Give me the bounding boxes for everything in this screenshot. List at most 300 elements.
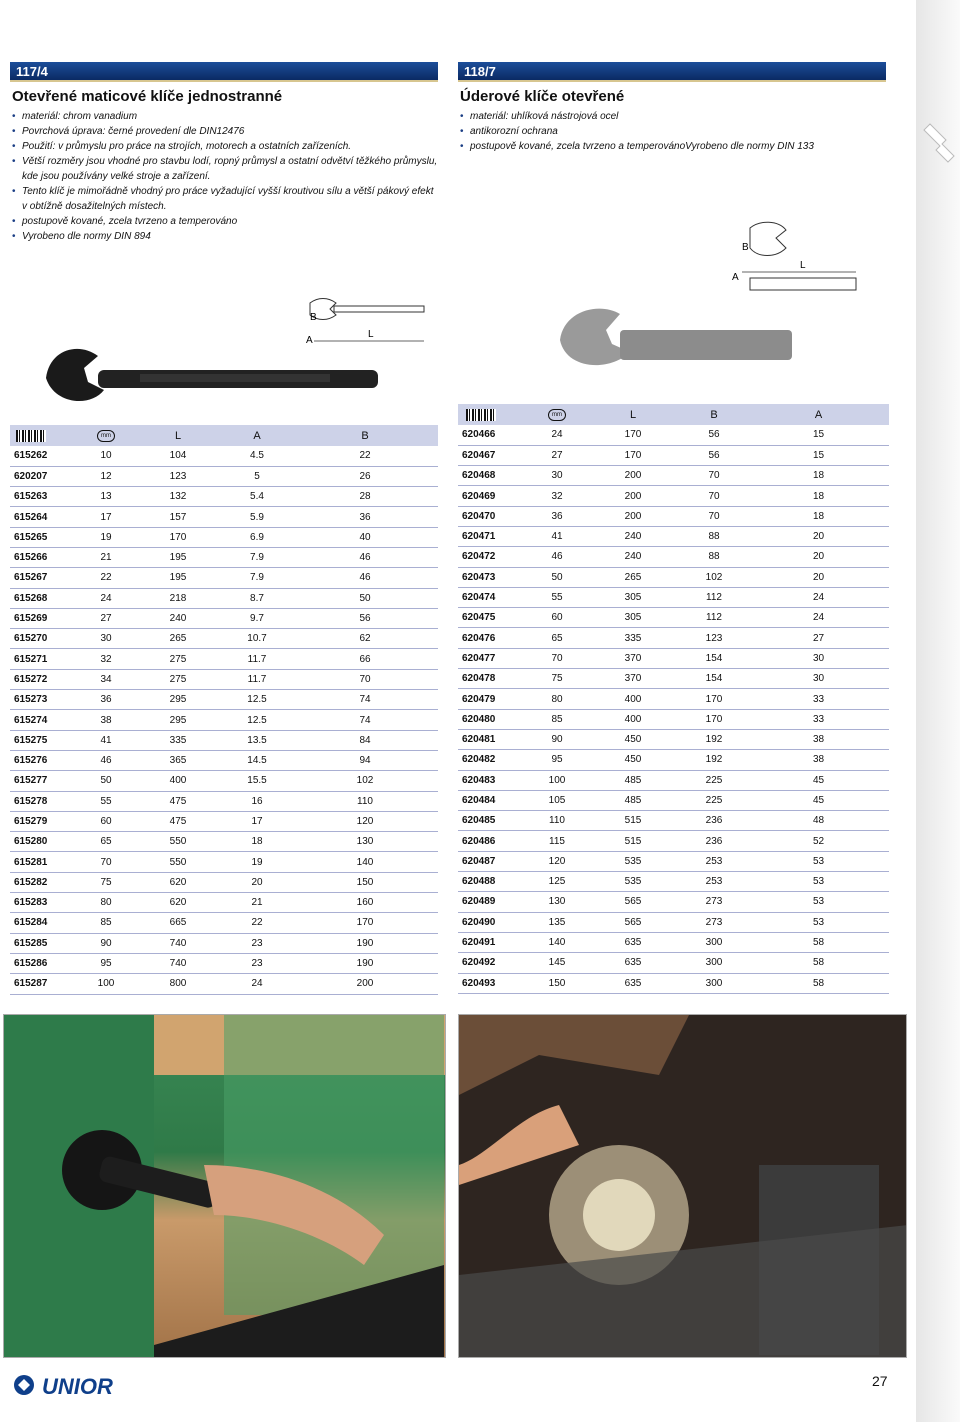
value-cell: 45 [748,770,889,790]
value-cell: 19 [222,852,292,872]
value-cell: 65 [528,628,586,648]
value-cell: 22 [292,446,438,466]
table-row [10,913,438,933]
value-cell: 5.9 [222,507,292,527]
value-cell: 195 [134,547,222,567]
value-cell: 80 [528,689,586,709]
table-row [458,689,889,709]
table-row [458,932,889,952]
product-code-cell: 615286 [10,953,78,973]
table-row [10,791,438,811]
value-cell: 550 [134,832,222,852]
table-row [10,872,438,892]
value-cell: 740 [134,933,222,953]
value-cell: 24 [748,587,889,607]
product-code-cell: 615285 [10,933,78,953]
value-cell: 53 [748,892,889,912]
section-code: 118/7 [458,62,886,82]
table-row [10,832,438,852]
table-row [10,487,438,507]
value-cell: 236 [680,831,748,851]
product-code-cell: 620479 [458,689,528,709]
unior-logo [12,1372,152,1398]
value-cell: 60 [528,608,586,628]
value-cell: 635 [586,973,680,993]
table-row [458,729,889,749]
value-cell: 335 [134,730,222,750]
value-cell: 400 [134,771,222,791]
table-row [10,710,438,730]
product-code-cell: 615279 [10,811,78,831]
value-cell: 300 [680,932,748,952]
value-cell: 225 [680,770,748,790]
table-row [10,527,438,547]
value-cell: 88 [680,526,748,546]
value-cell: 20 [748,526,889,546]
table-row [458,811,889,831]
page-number: 27 [872,1373,888,1389]
feature-item: • Tento klíč je mimořádně vhodný pro práce vyžadující vyšší kroutivou sílu a větší pákový efekt v obtížně dosažitelných místech. [12,184,438,214]
dim-label-l: L [800,260,806,271]
value-cell: 200 [586,466,680,486]
value-cell: 90 [78,933,134,953]
col-header-b: B [292,425,438,446]
value-cell: 140 [292,852,438,872]
table-body [458,425,889,993]
value-cell: 5.4 [222,487,292,507]
value-cell: 550 [134,852,222,872]
value-cell: 56 [680,445,748,465]
value-cell: 192 [680,750,748,770]
value-cell: 50 [528,567,586,587]
value-cell: 21 [78,547,134,567]
product-code-cell: 620489 [458,892,528,912]
value-cell: 55 [528,587,586,607]
value-cell: 55 [78,791,134,811]
value-cell: 150 [528,973,586,993]
value-cell: 10 [78,446,134,466]
product-code-cell: 620478 [458,669,528,689]
table-row [10,974,438,994]
value-cell: 62 [292,629,438,649]
value-cell: 38 [748,729,889,749]
product-code-cell: 615283 [10,893,78,913]
value-cell: 665 [134,913,222,933]
dimension-drawing [730,218,860,298]
right-spec-table [458,404,889,994]
product-code-cell: 620472 [458,547,528,567]
value-cell: 19 [78,527,134,547]
value-cell: 8.7 [222,588,292,608]
mm-icon: mm [78,425,134,446]
value-cell: 400 [586,709,680,729]
value-cell: 11.7 [222,669,292,689]
table-row [10,771,438,791]
table-row [458,425,889,445]
value-cell: 450 [586,729,680,749]
value-cell: 132 [134,487,222,507]
value-cell: 195 [134,568,222,588]
value-cell: 30 [748,648,889,668]
value-cell: 95 [528,750,586,770]
feature-item: • materiál: chrom vanadium [12,109,438,124]
value-cell: 21 [222,893,292,913]
value-cell: 65 [78,832,134,852]
value-cell: 20 [748,547,889,567]
feature-item: • Vyrobeno dle normy DIN 894 [12,229,438,244]
value-cell: 20 [748,567,889,587]
table-row [458,608,889,628]
table-row [458,872,889,892]
value-cell: 115 [528,831,586,851]
product-code-cell: 615273 [10,690,78,710]
col-header-l: L [134,425,222,446]
value-cell: 365 [134,750,222,770]
value-cell: 295 [134,710,222,730]
product-code-cell: 620471 [458,526,528,546]
value-cell: 515 [586,811,680,831]
slogging-wrench-image [550,300,800,380]
col-header-b: B [680,404,748,425]
table-row [10,933,438,953]
value-cell: 105 [528,790,586,810]
value-cell: 18 [748,466,889,486]
value-cell: 70 [680,486,748,506]
table-row [10,893,438,913]
value-cell: 123 [680,628,748,648]
value-cell: 635 [586,953,680,973]
value-cell: 11.7 [222,649,292,669]
value-cell: 125 [528,872,586,892]
barcode-icon [458,404,528,425]
value-cell: 200 [586,506,680,526]
value-cell: 58 [748,932,889,952]
value-cell: 240 [586,526,680,546]
product-code-cell: 620480 [458,709,528,729]
product-code-cell: 620488 [458,872,528,892]
value-cell: 170 [586,425,680,445]
dim-label-a: A [306,335,313,346]
value-cell: 170 [680,709,748,729]
dim-label-b: B [310,312,317,323]
feature-item: • Povrchová úprava: černé provedení dle DIN12476 [12,124,438,139]
table-header-row [10,425,438,446]
value-cell: 190 [292,933,438,953]
value-cell: 450 [586,750,680,770]
value-cell: 46 [78,750,134,770]
value-cell: 112 [680,608,748,628]
value-cell: 70 [528,648,586,668]
value-cell: 740 [134,953,222,973]
value-cell: 36 [292,507,438,527]
value-cell: 70 [680,506,748,526]
table-row [458,770,889,790]
value-cell: 94 [292,750,438,770]
product-code-cell: 620477 [458,648,528,668]
product-code-cell: 620476 [458,628,528,648]
table-row [458,892,889,912]
table-row [10,568,438,588]
product-code-cell: 620469 [458,486,528,506]
value-cell: 145 [528,953,586,973]
value-cell: 95 [78,953,134,973]
feature-item: • antikorozní ochrana [460,124,886,139]
value-cell: 100 [78,974,134,994]
value-cell: 300 [680,973,748,993]
table-row [458,790,889,810]
table-row [10,649,438,669]
value-cell: 70 [292,669,438,689]
value-cell: 5 [222,466,292,486]
value-cell: 60 [78,811,134,831]
feature-item: • materiál: uhlíková nástrojová ocel [460,109,886,124]
table-row [10,730,438,750]
value-cell: 74 [292,710,438,730]
value-cell: 130 [292,832,438,852]
table-row [458,567,889,587]
product-code-cell: 615284 [10,913,78,933]
value-cell: 112 [680,587,748,607]
value-cell: 38 [748,750,889,770]
barcode-icon [10,425,78,446]
product-code-cell: 620207 [10,466,78,486]
value-cell: 565 [586,892,680,912]
product-code-cell: 620466 [458,425,528,445]
product-code-cell: 615272 [10,669,78,689]
table-row [458,506,889,526]
product-code-cell: 615278 [10,791,78,811]
value-cell: 200 [292,974,438,994]
value-cell: 370 [586,648,680,668]
value-cell: 300 [680,953,748,973]
table-body [10,446,438,994]
product-code-cell: 615263 [10,487,78,507]
value-cell: 17 [78,507,134,527]
product-code-cell: 620493 [458,973,528,993]
product-code-cell: 620485 [458,811,528,831]
value-cell: 102 [680,567,748,587]
value-cell: 240 [134,608,222,628]
product-code-cell: 620474 [458,587,528,607]
section-title: Úderové klíče otevřené [460,88,625,105]
value-cell: 110 [528,811,586,831]
value-cell: 157 [134,507,222,527]
value-cell: 20 [222,872,292,892]
value-cell: 53 [748,851,889,871]
value-cell: 22 [222,913,292,933]
product-code-cell: 615280 [10,832,78,852]
value-cell: 120 [528,851,586,871]
value-cell: 30 [748,669,889,689]
value-cell: 18 [748,486,889,506]
value-cell: 370 [586,669,680,689]
table-row [10,811,438,831]
value-cell: 335 [586,628,680,648]
table-row [458,669,889,689]
value-cell: 140 [528,932,586,952]
table-row [10,669,438,689]
value-cell: 24 [748,608,889,628]
table-row [10,466,438,486]
value-cell: 295 [134,690,222,710]
value-cell: 15 [748,445,889,465]
value-cell: 30 [528,466,586,486]
value-cell: 23 [222,953,292,973]
value-cell: 36 [78,690,134,710]
product-code-cell: 620483 [458,770,528,790]
product-code-cell: 615276 [10,750,78,770]
table-row [458,526,889,546]
value-cell: 535 [586,851,680,871]
product-code-cell: 615267 [10,568,78,588]
value-cell: 635 [586,932,680,952]
value-cell: 200 [586,486,680,506]
value-cell: 305 [586,608,680,628]
value-cell: 265 [586,567,680,587]
value-cell: 170 [586,445,680,465]
value-cell: 400 [586,689,680,709]
col-header-a: A [748,404,889,425]
product-code-cell: 620486 [458,831,528,851]
value-cell: 4.5 [222,446,292,466]
value-cell: 170 [134,527,222,547]
col-header-a: A [222,425,292,446]
value-cell: 123 [134,466,222,486]
value-cell: 80 [78,893,134,913]
table-row [10,629,438,649]
table-row [10,750,438,770]
value-cell: 10.7 [222,629,292,649]
table-row [458,709,889,729]
value-cell: 253 [680,872,748,892]
value-cell: 170 [292,913,438,933]
value-cell: 13 [78,487,134,507]
value-cell: 56 [680,425,748,445]
open-end-wrench-image [40,338,390,414]
product-code-cell: 615275 [10,730,78,750]
value-cell: 565 [586,912,680,932]
table-header-row [458,404,889,425]
table-row [10,547,438,567]
value-cell: 273 [680,912,748,932]
value-cell: 800 [134,974,222,994]
product-code-cell: 615264 [10,507,78,527]
value-cell: 18 [222,832,292,852]
product-code-cell: 615274 [10,710,78,730]
value-cell: 485 [586,790,680,810]
value-cell: 52 [748,831,889,851]
table-row [458,750,889,770]
value-cell: 53 [748,912,889,932]
value-cell: 45 [748,790,889,810]
product-code-cell: 615287 [10,974,78,994]
value-cell: 90 [528,729,586,749]
dim-label-a: A [732,272,739,283]
table-row [10,608,438,628]
value-cell: 135 [528,912,586,932]
value-cell: 154 [680,669,748,689]
col-header-l: L [586,404,680,425]
value-cell: 6.9 [222,527,292,547]
product-code-cell: 615269 [10,608,78,628]
table-row [10,588,438,608]
value-cell: 46 [292,547,438,567]
value-cell: 41 [78,730,134,750]
value-cell: 22 [78,568,134,588]
value-cell: 33 [748,709,889,729]
value-cell: 74 [292,690,438,710]
value-cell: 12.5 [222,710,292,730]
product-code-cell: 620487 [458,851,528,871]
table-row [458,953,889,973]
value-cell: 170 [680,689,748,709]
value-cell: 27 [528,445,586,465]
value-cell: 70 [680,466,748,486]
svg-text:UNIOR: UNIOR [42,1374,113,1398]
value-cell: 515 [586,831,680,851]
feature-item: • postupově kované, zcela tvrzeno a temperovánoVyrobeno dle normy DIN 133 [460,139,886,154]
table-row [458,912,889,932]
value-cell: 40 [292,527,438,547]
value-cell: 620 [134,872,222,892]
value-cell: 70 [78,852,134,872]
value-cell: 265 [134,629,222,649]
table-row [458,648,889,668]
value-cell: 150 [292,872,438,892]
value-cell: 34 [78,669,134,689]
product-code-cell: 620468 [458,466,528,486]
dim-label-l: L [368,329,374,340]
value-cell: 253 [680,851,748,871]
value-cell: 12 [78,466,134,486]
workshop-photo-sparks [458,1014,907,1358]
value-cell: 475 [134,811,222,831]
value-cell: 24 [78,588,134,608]
value-cell: 56 [292,608,438,628]
table-row [458,851,889,871]
left-spec-table [10,425,438,995]
value-cell: 66 [292,649,438,669]
value-cell: 160 [292,893,438,913]
mm-icon: mm [528,404,586,425]
product-code-cell: 615270 [10,629,78,649]
value-cell: 273 [680,892,748,912]
value-cell: 53 [748,872,889,892]
value-cell: 41 [528,526,586,546]
value-cell: 240 [586,547,680,567]
value-cell: 46 [528,547,586,567]
product-code-cell: 615266 [10,547,78,567]
value-cell: 85 [78,913,134,933]
wrench-tab-icon [918,120,958,180]
section-title: Otevřené maticové klíče jednostranné [12,88,283,105]
value-cell: 305 [586,587,680,607]
value-cell: 17 [222,811,292,831]
product-code-cell: 620482 [458,750,528,770]
value-cell: 12.5 [222,690,292,710]
table-row [458,547,889,567]
value-cell: 58 [748,953,889,973]
left-section [10,62,438,244]
value-cell: 24 [528,425,586,445]
value-cell: 32 [528,486,586,506]
table-row [458,466,889,486]
value-cell: 15 [748,425,889,445]
table-row [10,690,438,710]
product-code-cell: 615262 [10,446,78,466]
value-cell: 9.7 [222,608,292,628]
value-cell: 88 [680,547,748,567]
